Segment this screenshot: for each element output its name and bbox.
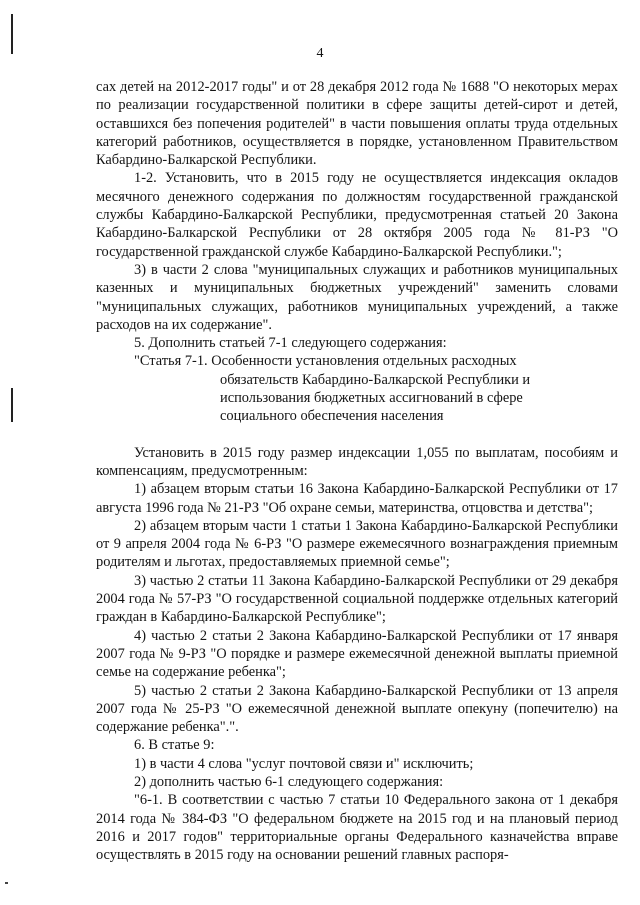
paragraph-list-2: 2) абзацем вторым части 1 статьи 1 Закона Кабардино-Балкарской Республики от 9 апреля 2004 года № 6-РЗ "О размере ежемесячного вознаграждения приемным родителям и льготах, предоставляемых приемной семье"; — [96, 517, 618, 571]
paragraph-list-1: 1) абзацем вторым статьи 16 Закона Кабардино-Балкарской Республики от 17 августа 1996 года № 21-РЗ "Об охране семьи, материнства, отцовства и детства"; — [96, 481, 618, 516]
document-body — [96, 78, 618, 864]
paragraph-item-6: 6. В статье 9: — [134, 737, 215, 754]
paragraph-1-2: 1-2. Установить, что в 2015 году не осуществляется индексация окладов месячного денежного содержания по должностям государственной гражданской службы Кабардино-Балкарской Республики, предусмотренная статьей 20 Закона Кабардино-Балкарской Республики от 28 октября 2005 года № 81-РЗ "О государственной гражданской службе Кабардино-Балкарской Республики."; — [96, 170, 618, 260]
paragraph-indexation: Установить в 2015 году размер индексации 1,055 по выплатам, пособиям и компенсациям, предусмотренным: — [96, 444, 618, 479]
article-heading-line-3: использования бюджетных ассигнований в сфере — [220, 390, 523, 407]
article-heading-line-2: обязательств Кабардино-Балкарской Республики и — [220, 371, 531, 388]
paragraph-list-3: 3) частью 2 статьи 11 Закона Кабардино-Балкарской Республики от 29 декабря 2004 года № 57-РЗ "О государственной социальной поддержке отдельных категорий граждан в Кабардино-Балкарской Республике"; — [96, 572, 618, 626]
paragraph-item-3: 3) в части 2 слова "муниципальных служащих и работников муниципальных казенных и муниципальных бюджетных учреждений" заменить словами "муниципальных служащих, работников муниципальных учреждений, а также расходов на их содержание". — [96, 261, 618, 333]
article-7-1-heading — [96, 352, 618, 425]
paragraph-list-4: 4) частью 2 статьи 2 Закона Кабардино-Балкарской Республики от 17 января 2007 года № 9-РЗ "О порядке и размере ежемесячной денежной выплаты приемной семье на содержание ребенка"; — [96, 627, 618, 681]
scan-margin-mark-middle — [11, 388, 13, 422]
scan-speck — [5, 882, 8, 884]
paragraph-item-6-1: 1) в части 4 слова "услуг почтовой связи и" исключить; — [134, 755, 474, 772]
page-number: 4 — [316, 46, 324, 61]
paragraph-continuation: сах детей на 2012-2017 годы" и от 28 декабря 2012 года № 1688 "О некоторых мерах по реализации государственной политики в сфере защиты детей-сирот и детей, оставшихся без попечения родителей" в части повышения оплаты труда отдельных категорий работников, осуществляется в порядке, установленном Правительством Кабардино-Балкарской Республики. — [96, 79, 618, 169]
paragraph-item-6-2: 2) дополнить частью 6-1 следующего содержания: — [134, 773, 444, 790]
article-heading-line-4: социального обеспечения населения — [220, 408, 444, 425]
paragraph-part-6-1: "6-1. В соответствии с частью 7 статьи 10 Федерального закона от 1 декабря 2014 года № 384-ФЗ "О федеральном бюджете на 2015 год и на плановый период 2016 и 2017 годов" территориальные органы Федерального казначейства вправе осуществлять в 2015 году на основании решений главных распоря- — [96, 792, 618, 864]
paragraph-item-5: 5. Дополнить статьей 7-1 следующего содержания: — [134, 335, 447, 352]
section-gap — [96, 426, 618, 444]
article-heading-line-1: "Статья 7-1. Особенности установления отдельных расходных — [134, 353, 517, 370]
paragraph-list-5: 5) частью 2 статьи 2 Закона Кабардино-Балкарской Республики от 13 апреля 2007 года № 25-РЗ "О ежемесячной денежной выплате опекуну (попечителю) на содержание ребенка".". — [96, 682, 618, 736]
